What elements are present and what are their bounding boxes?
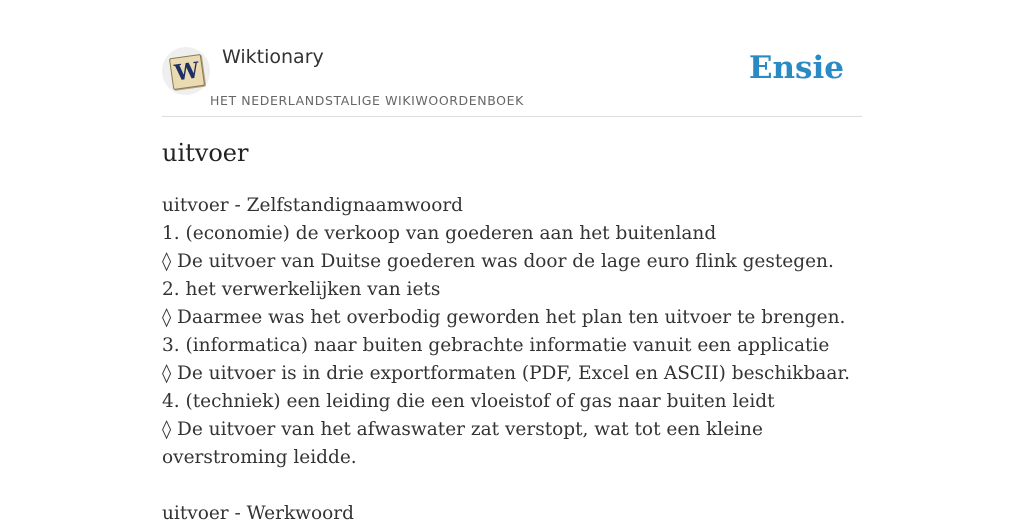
page-title: uitvoer [162,139,249,167]
example-3: ◊ De uitvoer is in drie exportformaten (PDF, Excel en ASCII) beschikbaar. [162,363,851,384]
definition-2: 2. het verwerkelijken van iets [162,279,441,300]
definition-1: 1. (economie) de verkoop van goederen aan het buitenland [162,223,717,244]
entry-content [162,192,862,528]
ensie-brand-link[interactable]: Ensie [748,50,844,86]
site-name[interactable]: Wiktionary [222,46,324,68]
wiktionary-logo[interactable] [162,47,210,95]
definition-3: 3. (informatica) naar buiten gebrachte informatie vanuit een applicatie [162,335,830,356]
site-subtitle: HET NEDERLANDSTALIGE WIKIWOORDENBOEK [210,93,524,108]
entry-next-heading: uitvoer - Werkwoord [162,503,354,524]
example-2: ◊ Daarmee was het overbodig geworden het plan ten uitvoer te brengen. [162,307,846,328]
entry-line-heading: uitvoer - Zelfstandignaamwoord [162,195,464,216]
header [162,40,862,117]
definition-4: 4. (techniek) een leiding die een vloeistof of gas naar buiten leidt [162,391,775,412]
example-4: ◊ De uitvoer van het afwaswater zat verstopt, wat tot een kleine overstroming leidde. [162,419,763,468]
spacer [162,472,862,500]
wiktionary-logo-icon: W [169,54,205,90]
example-1: ◊ De uitvoer van Duitse goederen was door de lage euro flink gestegen. [162,251,834,272]
